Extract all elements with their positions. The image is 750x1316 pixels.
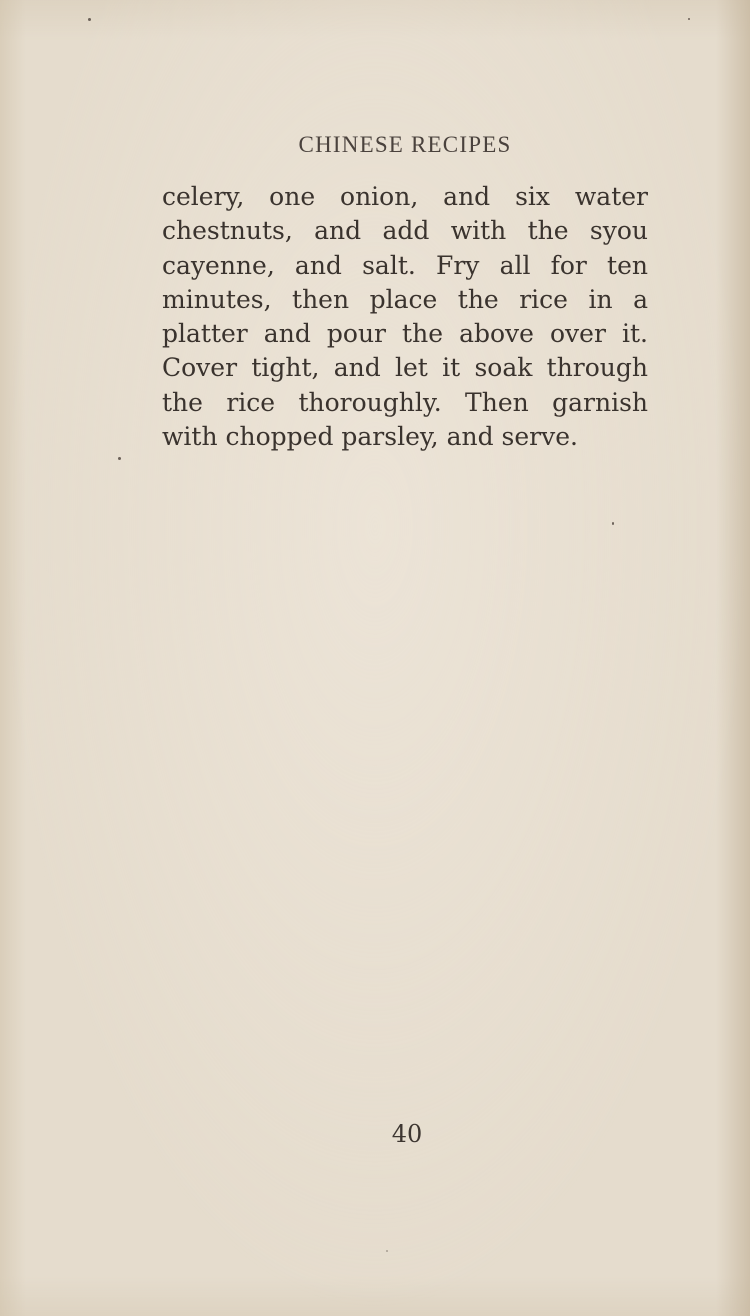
text-line: with chopped parsley, and serve. bbox=[162, 422, 578, 452]
recipe-paragraph bbox=[162, 180, 648, 454]
running-head: CHINESE RECIPES bbox=[298, 132, 512, 157]
text-line: platter and pour the above over it. bbox=[162, 319, 648, 349]
text-line: Cover tight, and let it soak through bbox=[162, 353, 648, 383]
text-line: cayenne, and salt. Fry all for ten bbox=[162, 250, 648, 280]
text-line: chestnuts, and add with the syou bbox=[162, 216, 648, 246]
text-line: celery, one onion, and six water bbox=[162, 182, 648, 211]
paper-speck bbox=[612, 522, 614, 525]
text-line: minutes, then place the rice in a bbox=[162, 284, 648, 314]
paper-speck bbox=[118, 457, 121, 460]
paper-speck bbox=[386, 1250, 388, 1252]
paper-speck bbox=[88, 18, 91, 21]
paper-speck bbox=[688, 18, 690, 20]
text-line: the rice thoroughly. Then garnish bbox=[162, 387, 648, 417]
page-number: 40 bbox=[391, 1120, 423, 1148]
